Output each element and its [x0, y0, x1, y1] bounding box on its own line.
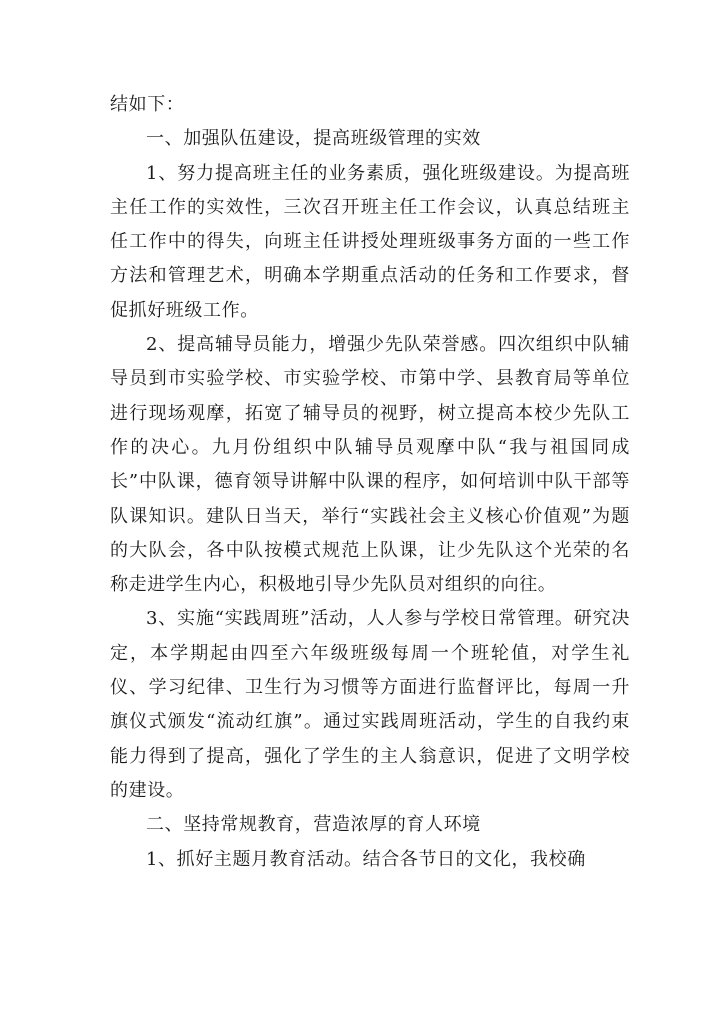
paragraph-item-1-3: 3、实施“实践周班”活动，人人参与学校日常管理。研究决定，本学期起由四至六年级班级每周一个班轮值，对学生礼仪、学习纪律、卫生行为习惯等方面进行监督评比，每周一升旗仪式颁发“流动红旗”。通过实践周班活动，学生的自我约束能力得到了提高，强化了学生的主人翁意识，促进了文明学校的建设。 [110, 608, 630, 801]
paragraph-continuation: 结如下： [110, 94, 185, 115]
paragraph-item-1-2: 2、提高辅导员能力，增强少先队荣誉感。四次组织中队辅导员到市实验学校、市实验学校、市第中学、县教育局等单位进行现场观摩，拓宽了辅导员的视野，树立提高本校少先队工作的决心。九月份组织中队辅导员观摩中队“我与祖国同成长”中队课，德育领导讲解中队课的程序，如何培训中队干部等队课知识。建队日当天，举行“实践社会主义核心价值观”为题的大队会，各中队按模式规范上队课，让少先队这个光荣的名称走进学生内心，积极地引导少先队员对组织的向往。 [110, 334, 630, 596]
paragraph-item-2-1: 1、抓好主题月教育活动。结合各节日的文化，我校确 [146, 848, 586, 870]
document-body [110, 88, 630, 877]
paragraph-item-1-1: 1、努力提高班主任的业务素质，强化班级建设。为提高班主任工作的实效性，三次召开班主任工作会议，认真总结班主任工作中的得失，向班主任讲授处理班级事务方面的一些工作方法和管理艺术，明确本学期重点活动的任务和工作要求，督促抓好班级工作。 [110, 162, 630, 321]
section-heading-1: 一、加强队伍建设，提高班级管理的实效 [146, 128, 481, 150]
section-heading-2: 二、坚持常规教育，营造浓厚的育人环境 [146, 814, 481, 836]
